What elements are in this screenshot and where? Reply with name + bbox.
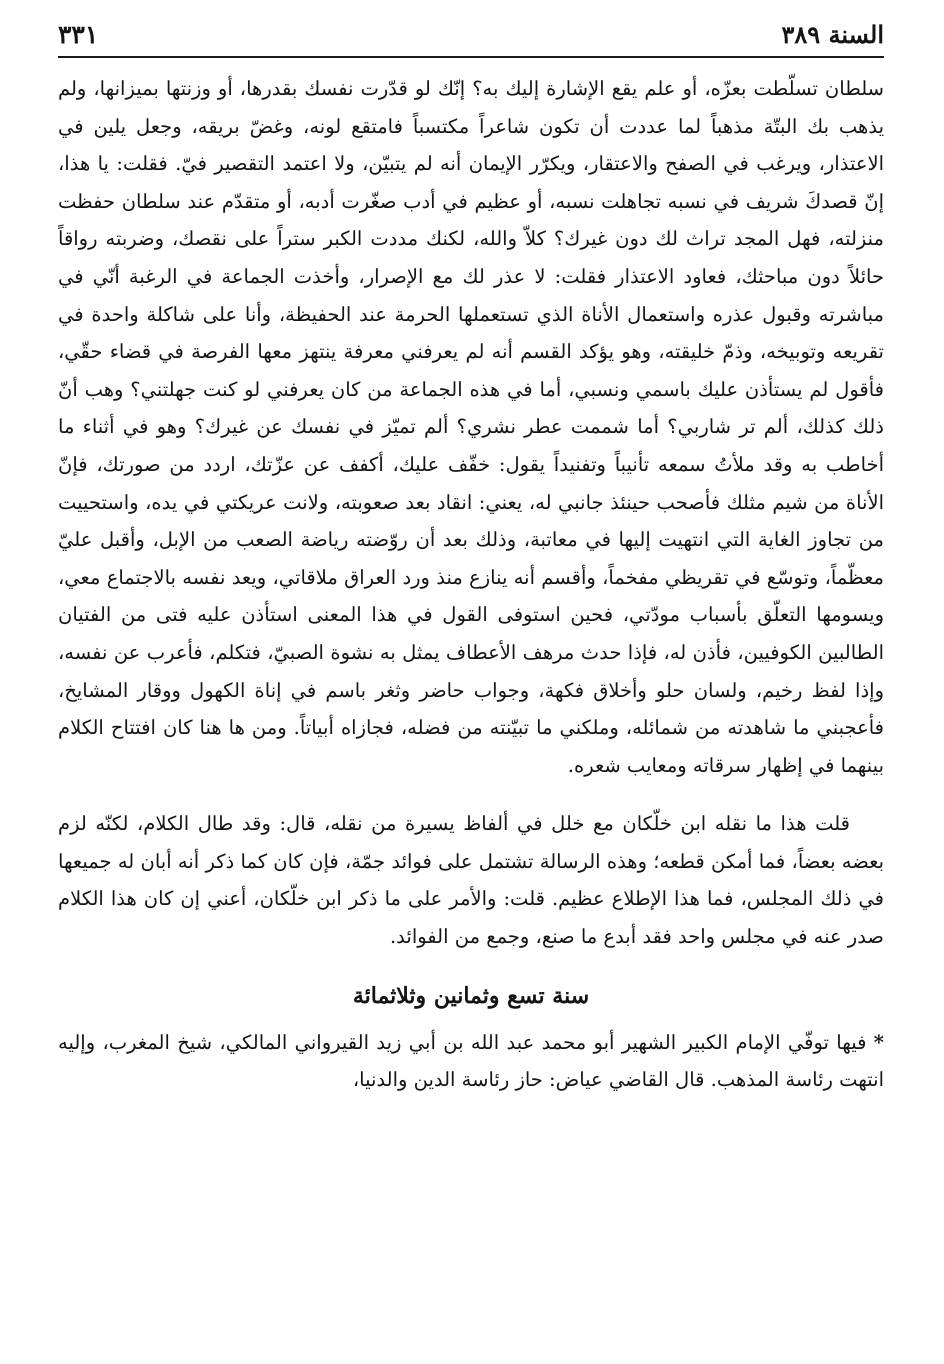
running-head-year: السنة ٣٨٩ — [781, 20, 884, 49]
page-number: ٣٣١ — [58, 20, 99, 49]
entry-paragraph — [58, 1024, 884, 1099]
commentary-paragraph: قلت هذا ما نقله ابن خلّكان مع خلل في ألفاظ يسيرة من نقله، قال: وقد طال الكلام، لكنّه لزم بعضه بعضاً، فما أمكن قطعه؛ وهذه الرسالة تشتمل على فوائد جمّة، فإن كان كما ذكر أنه أبان له جميعها في ذلك المجلس، فما هذا الإطلاع عظيم. قلت: والأمر على ما ذكر ابن خلّكان، أعني إن كان هذا الكلام صدر عنه في مجلس واحد فقد أبدع ما صنع، وجمع من الفوائد. — [58, 812, 884, 949]
page-header — [58, 14, 884, 54]
entry-bullet: * — [873, 1030, 884, 1054]
header-divider — [58, 56, 884, 58]
section-heading: سنة تسع وثمانين وثلاثمائة — [352, 982, 590, 1009]
main-paragraph: سلطان تسلّطت بعزّه، أو علم يقع الإشارة إليك به؟ إنّك لو قدّرت نفسك بقدرها، أو وزنتها بميزانها، ولم يذهب بك البتّة مذهباً لما عددت أن تكون شاعراً مكتسباً فامتقع لونه، وغضّ بريقه، وجعل يلين في الاعتذار، ويرغب في الصفح والاعتقار، ويكرّر الإيمان أنه لم يتبيّن، ولا اعتمد التقصير فيّ. فقلت: يا هذا، إنّ قصدكَ شريف في نسبه تجاهلت نسبه، أو عظيم في أدب صغّرت أدبه، أو متقدّم عند سلطان حفظت منزلته، فهل المجد تراث لك دون غيرك؟ كلاّ والله، لكنك مددت الكبر ستراً على نقصك، وضربته رواقاً حائلاً دون مباحثك، فعاود الاعتذار فقلت: لا عذر لك مع الإصرار، وأخذت الجماعة في الرغبة أنّي في مباشرته وقبول عذره واستعمال الأناة الذي تستعملها الحرمة عند الحفيظة، وأنا على شاكلة واحدة في تقريعه وتوبيخه، وذمّ خليقته، وهو يؤكد القسم أنه لم يعرفني معرفة ينتهز معها الفرصة في قضاء حقّي، فأقول لم يستأذن عليك باسمي ونسبي، أما في هذه الجماعة من كان يعرفني لو كنت جهلتني؟ وهب أنّ ذلك كذلك، ألم تر شاربي؟ أما شممت عطر نشري؟ ألم تميّز في نفسك عن غيرك؟ وهو في أثناء ما أخاطب به وقد ملأتُ سمعه تأنيباً وتفنيداً يقول: خفّف عليك، أكفف عن عزّتك، اردد من صورتك، فإنّ الأناة من شيم مثلك فأصحب حينئذ جانبي له، يعني: انقاد بعد صعوبته، ولانت عريكتي في يده، واستحييت من تجاوز الغاية التي انتهيت إليها في معاتبة، وذلك بعد أن روّضته رياضة الصعب من الإبل، وأقبل عليّ معظّماً، وتوسّع في تقريظي مفخماً، وأقسم أنه ينازع منذ ورد العراق ملاقاتي، ويعد نفسه بالاجتماع معي، ويسومها التعلّق بأسباب مودّتي، فحين استوفى القول في هذا المعنى استأذن عليه فتى من الفتيان الطالبين الكوفيين، فأذن له، فإذا حدث مرهف الأعطاف يمثل به نشوة الصبيّ، فتكلم، فأعرب عن نفسه، وإذا لفظ رخيم، ولسان حلو وأخلاق فكهة، وجواب حاضر وثغر باسم في إناة الكهول ووقار المشايخ، فأعجبني ما شاهدته من شمائله، وملكني ما تبيّنته من فضله، فجازاه أبياتاً. ومن ها هنا كان افتتاح الكلام بينهما في إظهار سرقاته ومعايب شعره. — [58, 77, 884, 777]
page-body — [58, 60, 884, 1099]
entry-text: فيها توفّي الإمام الكبير الشهير أبو محمد عبد الله بن أبي زيد القيرواني المالكي، شيخ المغرب، وإليه انتهت رئاسة المذهب. قال القاضي عياض: حاز رئاسة الدين والدنيا، — [58, 1030, 884, 1092]
